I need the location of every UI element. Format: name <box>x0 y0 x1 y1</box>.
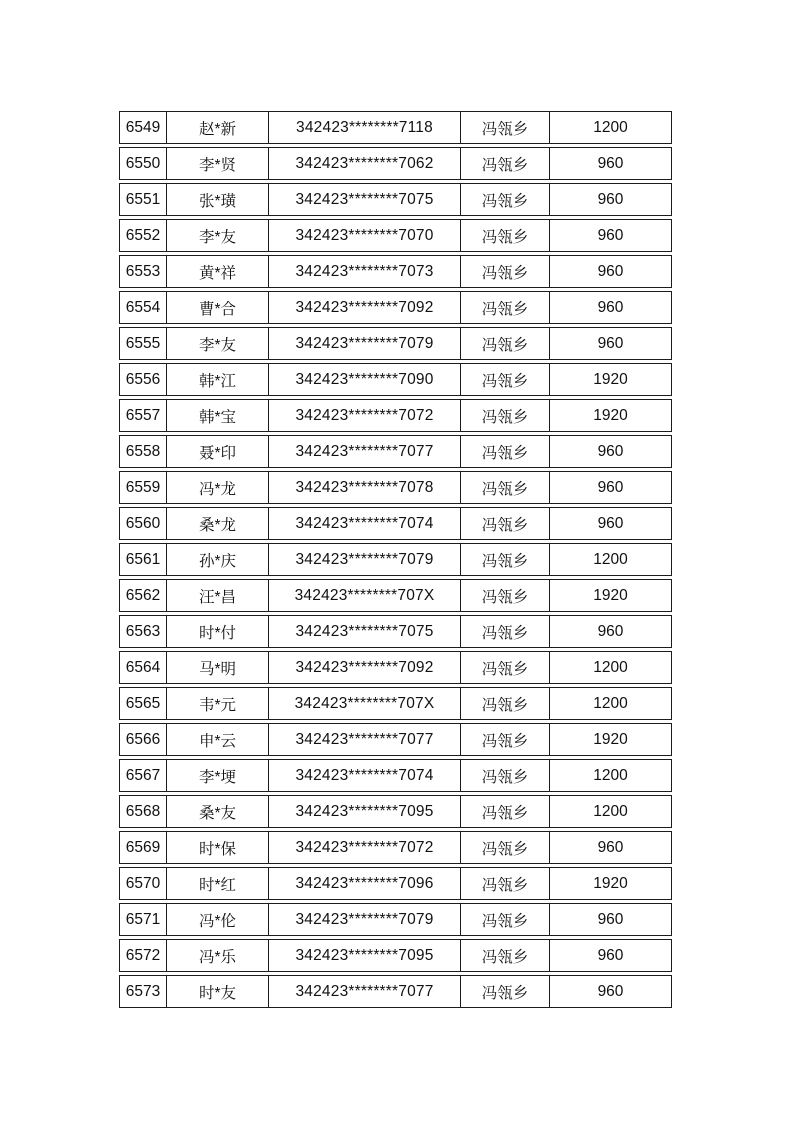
cell-amount: 960 <box>550 939 672 972</box>
cell-id-number: 342423********7070 <box>269 219 461 252</box>
cell-serial-number: 6568 <box>119 795 167 828</box>
cell-person-name: 时*保 <box>167 831 269 864</box>
cell-id-number: 342423********7074 <box>269 759 461 792</box>
cell-id-number: 342423********7072 <box>269 831 461 864</box>
cell-amount: 960 <box>550 255 672 288</box>
table-row <box>119 399 672 432</box>
cell-township: 冯瓴乡 <box>461 759 550 792</box>
cell-id-number: 342423********7075 <box>269 615 461 648</box>
cell-township: 冯瓴乡 <box>461 687 550 720</box>
cell-township: 冯瓴乡 <box>461 615 550 648</box>
subsidy-table-container <box>119 108 672 1011</box>
cell-township: 冯瓴乡 <box>461 363 550 396</box>
table-row <box>119 939 672 972</box>
cell-serial-number: 6571 <box>119 903 167 936</box>
cell-person-name: 马*明 <box>167 651 269 684</box>
cell-amount: 1200 <box>550 687 672 720</box>
cell-serial-number: 6573 <box>119 975 167 1008</box>
cell-township: 冯瓴乡 <box>461 507 550 540</box>
cell-township: 冯瓴乡 <box>461 831 550 864</box>
cell-amount: 1920 <box>550 723 672 756</box>
cell-person-name: 聂*印 <box>167 435 269 468</box>
cell-id-number: 342423********7075 <box>269 183 461 216</box>
cell-person-name: 时*红 <box>167 867 269 900</box>
cell-serial-number: 6565 <box>119 687 167 720</box>
cell-township: 冯瓴乡 <box>461 543 550 576</box>
subsidy-table <box>119 108 672 1011</box>
cell-person-name: 孙*庆 <box>167 543 269 576</box>
cell-id-number: 342423********707X <box>269 579 461 612</box>
cell-id-number: 342423********7095 <box>269 939 461 972</box>
cell-township: 冯瓴乡 <box>461 147 550 180</box>
cell-amount: 1920 <box>550 579 672 612</box>
cell-amount: 1920 <box>550 399 672 432</box>
table-row <box>119 111 672 144</box>
cell-amount: 1200 <box>550 759 672 792</box>
cell-amount: 960 <box>550 435 672 468</box>
cell-person-name: 李*埂 <box>167 759 269 792</box>
cell-id-number: 342423********7079 <box>269 543 461 576</box>
cell-township: 冯瓴乡 <box>461 255 550 288</box>
cell-person-name: 韩*宝 <box>167 399 269 432</box>
table-row <box>119 255 672 288</box>
cell-person-name: 赵*新 <box>167 111 269 144</box>
table-row <box>119 867 672 900</box>
cell-id-number: 342423********7079 <box>269 327 461 360</box>
table-row <box>119 327 672 360</box>
table-row <box>119 147 672 180</box>
table-body <box>119 111 672 1008</box>
cell-id-number: 342423********7078 <box>269 471 461 504</box>
cell-id-number: 342423********7072 <box>269 399 461 432</box>
cell-person-name: 黄*祥 <box>167 255 269 288</box>
cell-serial-number: 6558 <box>119 435 167 468</box>
cell-serial-number: 6560 <box>119 507 167 540</box>
cell-amount: 960 <box>550 147 672 180</box>
cell-id-number: 342423********7095 <box>269 795 461 828</box>
cell-serial-number: 6563 <box>119 615 167 648</box>
cell-person-name: 冯*乐 <box>167 939 269 972</box>
cell-id-number: 342423********7079 <box>269 903 461 936</box>
cell-township: 冯瓴乡 <box>461 939 550 972</box>
cell-serial-number: 6572 <box>119 939 167 972</box>
cell-amount: 960 <box>550 615 672 648</box>
cell-person-name: 冯*龙 <box>167 471 269 504</box>
cell-amount: 960 <box>550 327 672 360</box>
cell-township: 冯瓴乡 <box>461 435 550 468</box>
cell-serial-number: 6550 <box>119 147 167 180</box>
cell-amount: 960 <box>550 471 672 504</box>
cell-id-number: 342423********7073 <box>269 255 461 288</box>
cell-township: 冯瓴乡 <box>461 867 550 900</box>
cell-amount: 1200 <box>550 651 672 684</box>
cell-amount: 1200 <box>550 543 672 576</box>
cell-person-name: 汪*昌 <box>167 579 269 612</box>
cell-township: 冯瓴乡 <box>461 111 550 144</box>
cell-township: 冯瓴乡 <box>461 903 550 936</box>
cell-serial-number: 6564 <box>119 651 167 684</box>
cell-township: 冯瓴乡 <box>461 471 550 504</box>
cell-id-number: 342423********7074 <box>269 507 461 540</box>
table-row <box>119 543 672 576</box>
cell-amount: 1200 <box>550 795 672 828</box>
cell-amount: 960 <box>550 507 672 540</box>
cell-township: 冯瓴乡 <box>461 183 550 216</box>
table-row <box>119 363 672 396</box>
cell-serial-number: 6567 <box>119 759 167 792</box>
table-row <box>119 831 672 864</box>
cell-id-number: 342423********7077 <box>269 435 461 468</box>
cell-id-number: 342423********7118 <box>269 111 461 144</box>
cell-serial-number: 6551 <box>119 183 167 216</box>
cell-id-number: 342423********707X <box>269 687 461 720</box>
table-row <box>119 975 672 1008</box>
cell-township: 冯瓴乡 <box>461 291 550 324</box>
table-row <box>119 291 672 324</box>
cell-township: 冯瓴乡 <box>461 651 550 684</box>
cell-person-name: 时*友 <box>167 975 269 1008</box>
table-row <box>119 723 672 756</box>
table-row <box>119 759 672 792</box>
cell-serial-number: 6569 <box>119 831 167 864</box>
cell-serial-number: 6562 <box>119 579 167 612</box>
cell-id-number: 342423********7077 <box>269 723 461 756</box>
cell-person-name: 李*友 <box>167 327 269 360</box>
table-row <box>119 615 672 648</box>
cell-serial-number: 6552 <box>119 219 167 252</box>
cell-amount: 1920 <box>550 363 672 396</box>
cell-serial-number: 6555 <box>119 327 167 360</box>
cell-township: 冯瓴乡 <box>461 975 550 1008</box>
cell-serial-number: 6561 <box>119 543 167 576</box>
cell-person-name: 韦*元 <box>167 687 269 720</box>
cell-amount: 960 <box>550 903 672 936</box>
cell-amount: 1200 <box>550 111 672 144</box>
table-row <box>119 507 672 540</box>
cell-id-number: 342423********7062 <box>269 147 461 180</box>
cell-amount: 960 <box>550 975 672 1008</box>
table-row <box>119 435 672 468</box>
cell-township: 冯瓴乡 <box>461 219 550 252</box>
cell-amount: 960 <box>550 831 672 864</box>
cell-person-name: 桑*友 <box>167 795 269 828</box>
cell-id-number: 342423********7092 <box>269 651 461 684</box>
cell-amount: 960 <box>550 219 672 252</box>
cell-person-name: 李*友 <box>167 219 269 252</box>
cell-township: 冯瓴乡 <box>461 795 550 828</box>
cell-person-name: 冯*伦 <box>167 903 269 936</box>
table-row <box>119 795 672 828</box>
cell-person-name: 时*付 <box>167 615 269 648</box>
table-row <box>119 471 672 504</box>
cell-id-number: 342423********7096 <box>269 867 461 900</box>
cell-id-number: 342423********7077 <box>269 975 461 1008</box>
cell-serial-number: 6553 <box>119 255 167 288</box>
cell-serial-number: 6556 <box>119 363 167 396</box>
table-row <box>119 219 672 252</box>
cell-township: 冯瓴乡 <box>461 399 550 432</box>
cell-serial-number: 6554 <box>119 291 167 324</box>
cell-id-number: 342423********7092 <box>269 291 461 324</box>
cell-person-name: 韩*江 <box>167 363 269 396</box>
table-row <box>119 687 672 720</box>
cell-serial-number: 6549 <box>119 111 167 144</box>
cell-serial-number: 6570 <box>119 867 167 900</box>
cell-person-name: 曹*合 <box>167 291 269 324</box>
cell-person-name: 李*贤 <box>167 147 269 180</box>
cell-township: 冯瓴乡 <box>461 723 550 756</box>
cell-amount: 960 <box>550 291 672 324</box>
table-row <box>119 183 672 216</box>
cell-person-name: 张*璜 <box>167 183 269 216</box>
cell-person-name: 申*云 <box>167 723 269 756</box>
table-row <box>119 651 672 684</box>
cell-amount: 1920 <box>550 867 672 900</box>
cell-township: 冯瓴乡 <box>461 327 550 360</box>
cell-serial-number: 6566 <box>119 723 167 756</box>
cell-serial-number: 6559 <box>119 471 167 504</box>
cell-amount: 960 <box>550 183 672 216</box>
cell-id-number: 342423********7090 <box>269 363 461 396</box>
cell-serial-number: 6557 <box>119 399 167 432</box>
table-row <box>119 579 672 612</box>
cell-person-name: 桑*龙 <box>167 507 269 540</box>
table-row <box>119 903 672 936</box>
cell-township: 冯瓴乡 <box>461 579 550 612</box>
